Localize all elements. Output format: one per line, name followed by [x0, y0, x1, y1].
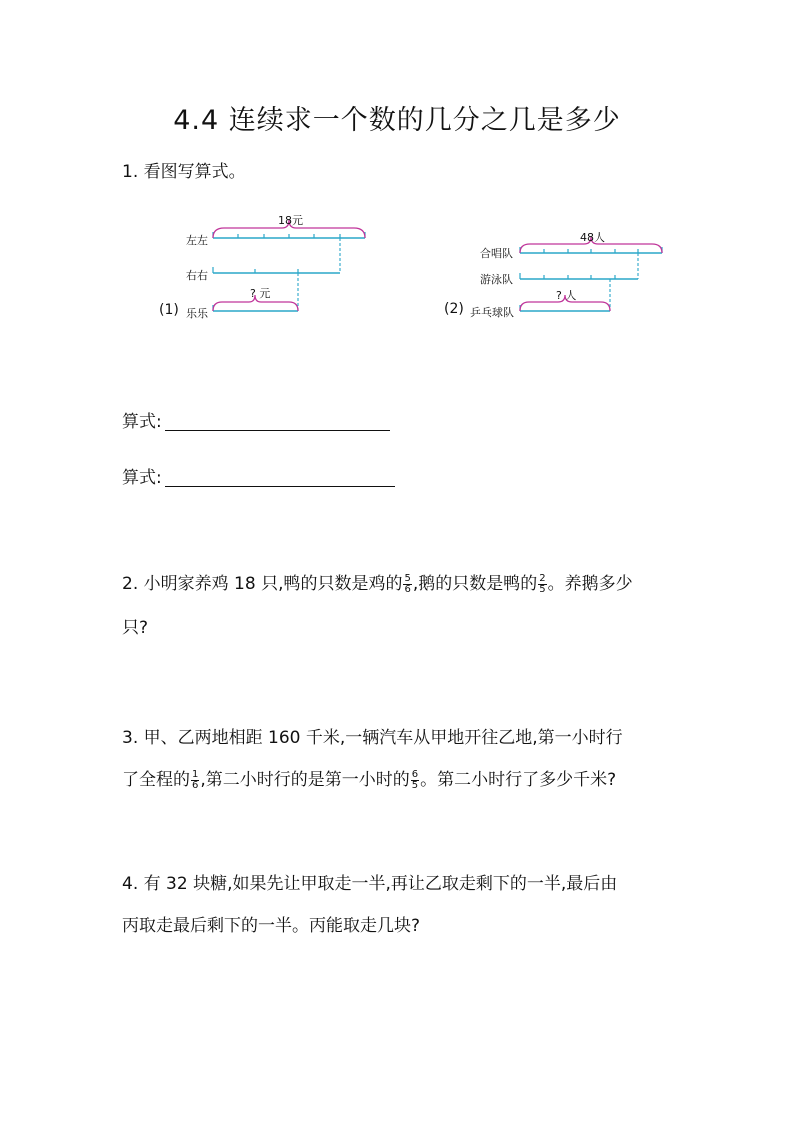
q3-fraction-1 [191, 770, 199, 791]
diagram-2 [440, 225, 680, 335]
formula-label-2: 算式: [122, 468, 162, 488]
q2-fraction-2 [538, 574, 546, 595]
d2-total-label: 48人 [580, 231, 605, 244]
q2-text-c: 。养鹅多少 [547, 574, 633, 594]
d1-unknown-label: ? 元 [250, 287, 271, 300]
q1-label: 1. 看图写算式。 [122, 162, 246, 182]
d1-ticks-2 [213, 267, 298, 273]
d1-row-3: 乐乐 [186, 307, 208, 320]
diagram-1 [150, 210, 390, 330]
q3-frac2-num: 6 [411, 768, 419, 780]
q3-frac1-num: 1 [192, 768, 199, 780]
formula-label-1: 算式: [122, 412, 162, 432]
d2-row-2: 游泳队 [480, 273, 513, 286]
q3-line-1: 3. 甲、乙两地相距 160 千米,一辆汽车从甲地开往乙地,第一小时行 [122, 728, 623, 748]
d2-row-3: 乒乓球队 [470, 306, 514, 319]
formula-answer-line-2[interactable] [165, 485, 395, 487]
q4-line-2: 丙取走最后剩下的一半。丙能取走几块? [122, 916, 421, 936]
q3-text-a: 了全程的 [122, 770, 190, 790]
formula-answer-line-1[interactable] [165, 429, 390, 431]
q2-text-b: ,鹅的只数是鸭的 [412, 574, 538, 594]
d1-row-1: 左左 [186, 234, 208, 247]
q3-text-c: 。第二小时行了多少千米? [420, 770, 617, 790]
d1-row-2: 右右 [186, 269, 208, 282]
q2-line-2: 只? [122, 618, 149, 638]
d1-total-label: 18元 [278, 214, 303, 227]
q3-frac2-den: 5 [411, 779, 419, 791]
q2-text-a: 2. 小明家养鸡 18 只,鸭的只数是鸡的 [122, 574, 403, 594]
d2-part-label: (2) [444, 301, 464, 317]
page-title: 4.4 连续求一个数的几分之几是多少 [173, 105, 621, 136]
d1-part-label: (1) [159, 302, 179, 318]
q3-text-b: ,第二小时行的是第一小时的 [200, 770, 410, 790]
q2-frac2-num: 2 [539, 572, 546, 584]
q3-frac1-den: 6 [192, 779, 199, 791]
q2-frac1-num: 5 [404, 572, 411, 584]
q2-frac2-den: 5 [539, 583, 546, 595]
q2-frac1-den: 6 [404, 583, 411, 595]
d2-ticks-2 [520, 273, 615, 279]
d2-row-1: 合唱队 [480, 247, 513, 260]
q2-line-1 [122, 568, 633, 600]
q3-fraction-2 [411, 770, 419, 791]
q3-line-2 [122, 764, 616, 796]
q2-fraction-1 [403, 574, 411, 595]
d2-unknown-label: ? 人 [556, 289, 577, 302]
d1-ticks-1 [213, 232, 365, 238]
q4-line-1: 4. 有 32 块糖,如果先让甲取走一半,再让乙取走剩下的一半,最后由 [122, 874, 618, 894]
d2-ticks-1 [520, 247, 662, 253]
